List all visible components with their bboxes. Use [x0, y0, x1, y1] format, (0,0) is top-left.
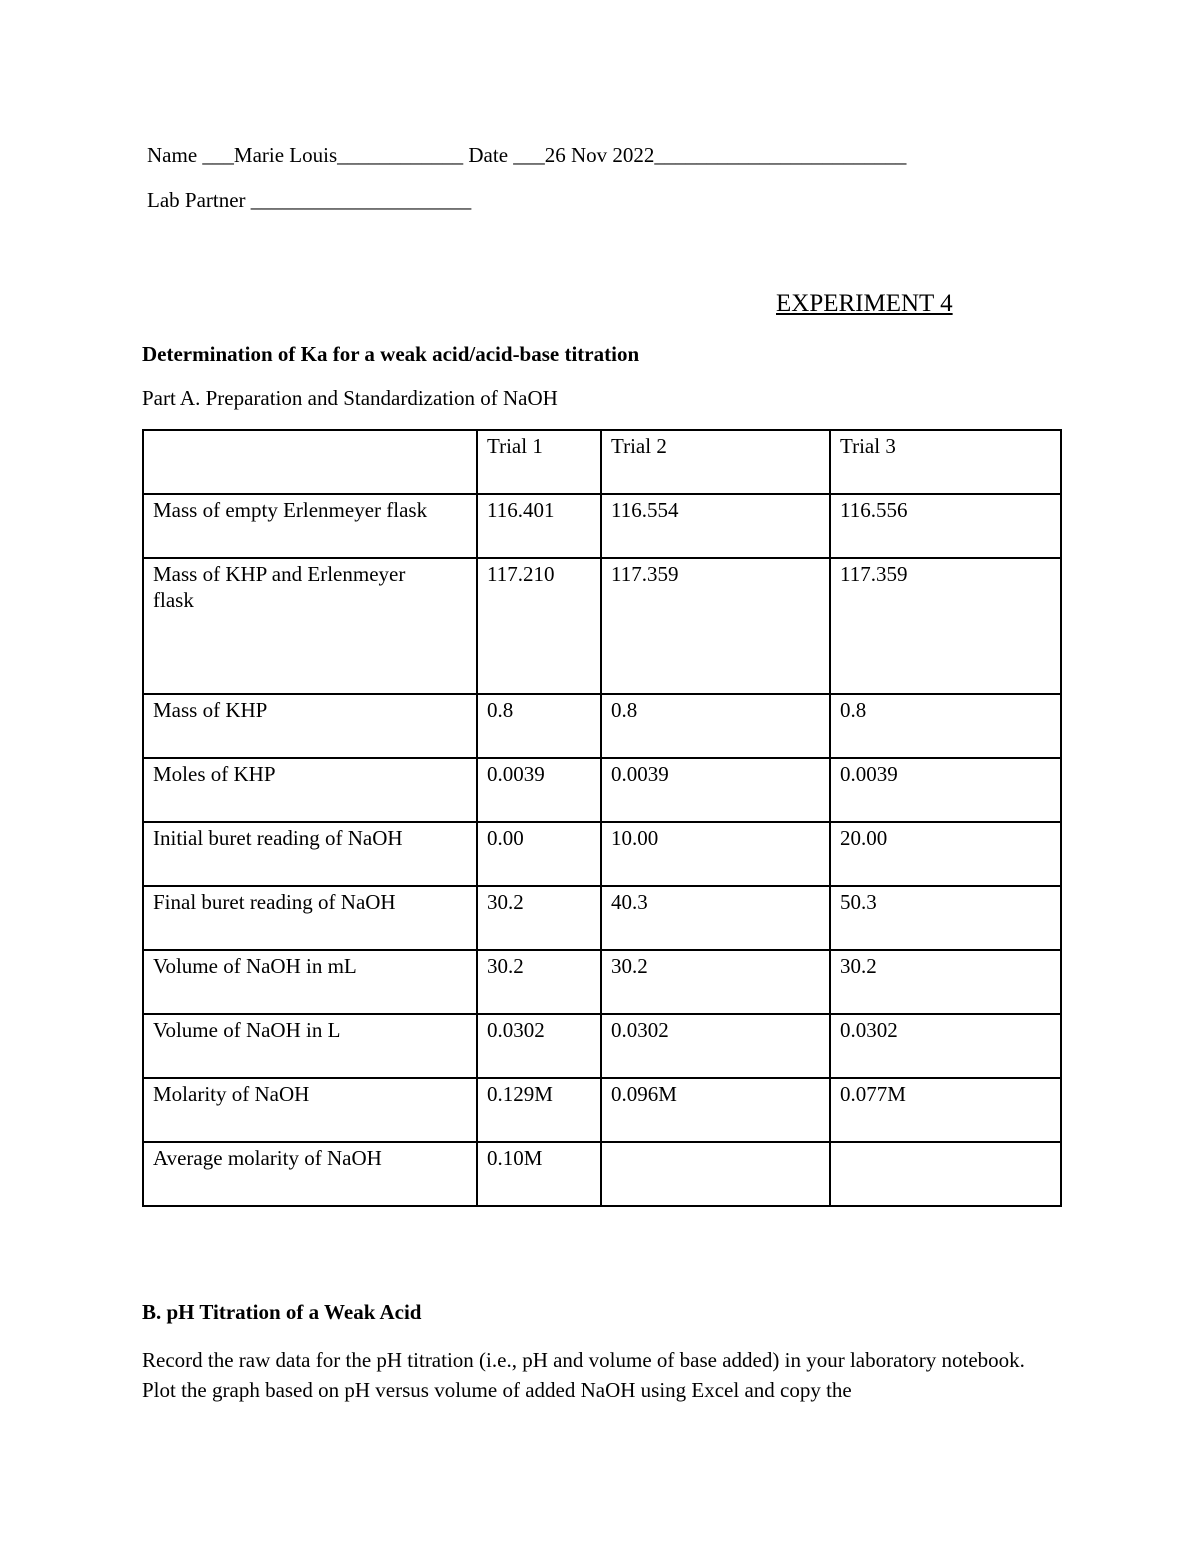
table-row [143, 758, 1061, 822]
table-row [143, 950, 1061, 1014]
cell-value: 0.096M [601, 1078, 830, 1142]
row-label: Final buret reading of NaOH [143, 886, 477, 950]
cell-value: 20.00 [830, 822, 1061, 886]
cell-value: 117.359 [830, 558, 1061, 694]
cell-value [601, 1142, 830, 1206]
cell-value: 0.0302 [477, 1014, 601, 1078]
name-date-line: Name ___Marie Louis____________ Date ___26 Nov 2022________________________ [147, 143, 907, 167]
part-b-instructions: Record the raw data for the pH titration (i.e., pH and volume of base added) in your laboratory notebook. Plot the graph based on pH versus volume of added NaOH using Excel and copy the [142, 1348, 1025, 1402]
header-cell [143, 430, 477, 494]
cell-value: 116.554 [601, 494, 830, 558]
row-label: Volume of NaOH in mL [143, 950, 477, 1014]
part-a-title: Part A. Preparation and Standardization of NaOH [142, 386, 558, 410]
standardization-table [142, 429, 1062, 1207]
cell-value: 116.401 [477, 494, 601, 558]
cell-value: 0.8 [830, 694, 1061, 758]
cell-value: 30.2 [477, 950, 601, 1014]
table-row [143, 1014, 1061, 1078]
lab-partner-line: Lab Partner _____________________ [147, 188, 472, 212]
cell-value: 0.10M [477, 1142, 601, 1206]
row-label: Volume of NaOH in L [143, 1014, 477, 1078]
cell-value: 117.210 [477, 558, 601, 694]
row-label: Molarity of NaOH [143, 1078, 477, 1142]
row-label: Moles of KHP [143, 758, 477, 822]
cell-value: 117.359 [601, 558, 830, 694]
table-row [143, 822, 1061, 886]
cell-value: 0.0302 [830, 1014, 1061, 1078]
cell-value: 0.0302 [601, 1014, 830, 1078]
header-cell: Trial 1 [477, 430, 601, 494]
header-cell: Trial 2 [601, 430, 830, 494]
cell-value: 0.0039 [601, 758, 830, 822]
cell-value: 30.2 [830, 950, 1061, 1014]
cell-value: 40.3 [601, 886, 830, 950]
row-label: Average molarity of NaOH [143, 1142, 477, 1206]
cell-value: 0.129M [477, 1078, 601, 1142]
cell-value: 0.0039 [477, 758, 601, 822]
cell-value: 0.00 [477, 822, 601, 886]
table-row [143, 886, 1061, 950]
cell-value: 50.3 [830, 886, 1061, 950]
document-heading: Determination of Ka for a weak acid/acid-base titration [142, 342, 640, 366]
cell-value [830, 1142, 1061, 1206]
cell-value: 0.8 [477, 694, 601, 758]
row-label-line: flask [153, 588, 194, 613]
cell-value: 116.556 [830, 494, 1061, 558]
header-cell: Trial 3 [830, 430, 1061, 494]
table-header-row [143, 430, 1061, 494]
cell-value: 0.8 [601, 694, 830, 758]
row-label: Mass of empty Erlenmeyer flask [143, 494, 477, 558]
cell-value: 30.2 [477, 886, 601, 950]
table-row [143, 694, 1061, 758]
cell-value: 30.2 [601, 950, 830, 1014]
cell-value: 0.077M [830, 1078, 1061, 1142]
row-label: Initial buret reading of NaOH [143, 822, 477, 886]
row-label [143, 558, 477, 694]
row-label: Mass of KHP [143, 694, 477, 758]
cell-value: 0.0039 [830, 758, 1061, 822]
table-row [143, 1078, 1061, 1142]
table-row [143, 494, 1061, 558]
cell-value: 10.00 [601, 822, 830, 886]
row-label-line: Mass of KHP and Erlenmeyer [153, 562, 406, 586]
table-row [143, 1142, 1061, 1206]
table-row [143, 558, 1061, 694]
part-b-title: B. pH Titration of a Weak Acid [142, 1300, 422, 1324]
experiment-title: EXPERIMENT 4 [776, 290, 953, 317]
